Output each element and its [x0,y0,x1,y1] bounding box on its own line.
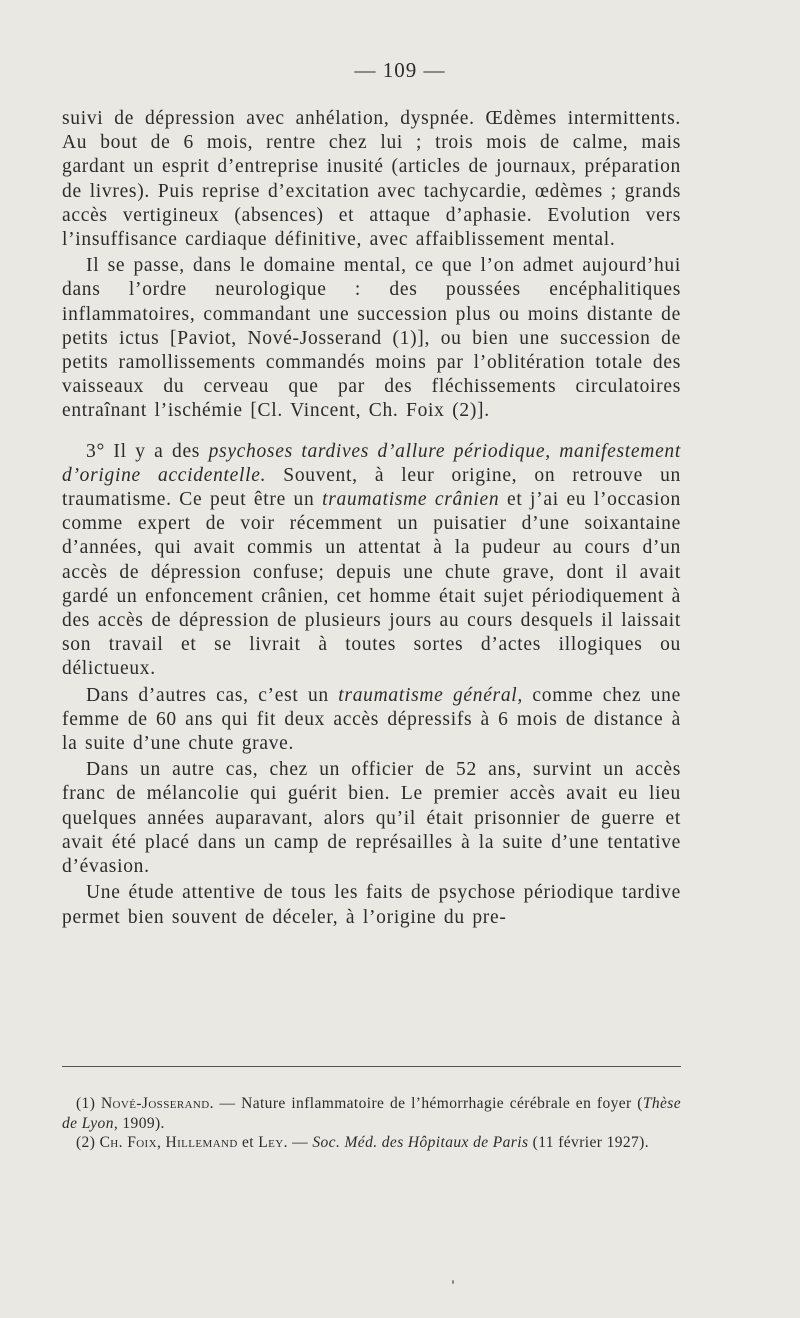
footnote-1-author: Nové-Josserand. [100,1095,214,1112]
footnote-2-mid: et [237,1134,259,1151]
footnote-1-text: — Nature inflammatoire de l’hémorrhagie cérébrale en foyer ( [213,1095,643,1112]
paragraph-1: suivi de dépression avec anhélation, dyspnée. Œdèmes intermittents. Au bout de 6 mois, rentre chez lui ; trois mois de calme, mais gardant un esprit d’entreprise inusité (articles de journaux, préparation de livres). Puis reprise d’excitation avec tachycardie, œdèmes ; grands accès vertigineux (absences) et attaque d’aphasie. Evolution vers l’insuffisance cardiaque définitive, avec affaiblissement mental. [62,108,681,251]
footnote-1-number: (1) [76,1095,101,1112]
footnote-1-end: 1909). [118,1114,165,1132]
footnote-1 [62,1094,681,1133]
paragraph-4-prefix: Dans d’autres cas, c’est un [86,684,339,706]
paragraph-3 [62,440,681,682]
paper-speck [452,1280,454,1284]
footnote-2-author-2: Ley. [258,1134,288,1151]
paragraph-2: Il se passe, dans le domaine mental, ce que l’on admet aujourd’hui dans l’ordre neurologique : des poussées encéphalitiques inflammatoires, commandant une succession plus ou moins distante de petits ictus [Paviot, Nové-Josserand (1)], ou bien une succession de petits ramollissements commandés moins par l’oblitération totale des vaisseaux du cerveau que par des fléchissements circulatoires entraînant l’ischémie [Cl. Vincent, Ch. Foix (2)]. [62,255,681,422]
footnote-2 [62,1133,681,1153]
paragraph-4 [62,684,681,757]
paragraph-3-italic-2: traumatisme crânien [322,489,500,511]
paragraph-3-rest: et j’ai eu l’occasion comme expert de voir récemment un puisatier d’une soixantaine d’années, qui avait commis un attentat à la pudeur au cours d’un accès de dépression confuse; depuis une chute grave, dont il avait gardé un enfoncement crânien, cet homme était sujet périodiquement à des accès de dépression de plusieurs jours au cours desquels il laissait son travail et se livrait à toutes sortes d’actes illogiques ou délictueux. [62,489,681,680]
paragraph-6: Une étude attentive de tous les faits de psychose périodique tardive permet bien souvent de déceler, à l’origine du pre- [62,882,681,928]
paragraph-4-rest: comme chez une femme de 60 ans qui fit deux accès dépressifs à 6 mois de distance à la suite d’une chute grave. [62,684,681,755]
footnote-divider [62,1066,681,1067]
footnote-2-text: — [287,1134,313,1151]
footnotes [62,1094,681,1153]
page-number: — 109 — [354,58,446,82]
footnote-2-end: (11 février 1927). [528,1134,650,1151]
paragraph-5: Dans un autre cas, chez un officier de 52 ans, survint un accès franc de mélancolie qui guérit bien. Le premier accès avait eu lieu quelques années auparavant, alors qu’il était prisonnier de guerre et avait été placé dans un camp de représailles à la suite d’une tentative d’évasion. [62,759,681,878]
footnote-2-number: (2) [76,1134,100,1151]
footnote-2-author: Ch. Foix, Hillemand [99,1134,238,1151]
paragraph-4-italic: traumatisme général, [338,684,523,706]
paragraph-3-mid: Souvent, à leur origine, on retrouve un traumatisme. Ce peut être un [62,464,681,511]
footnote-2-italic: Soc. Méd. des Hôpitaux de Paris [312,1134,529,1151]
footnote-1-italic: Thèse de Lyon, [62,1095,681,1132]
body-text [62,107,681,932]
paragraph-3-italic: psychoses tardives d’allure périodique, manifestement d’origine accidentelle. [62,440,681,486]
paragraph-3-prefix: 3° Il y a des [86,440,209,462]
